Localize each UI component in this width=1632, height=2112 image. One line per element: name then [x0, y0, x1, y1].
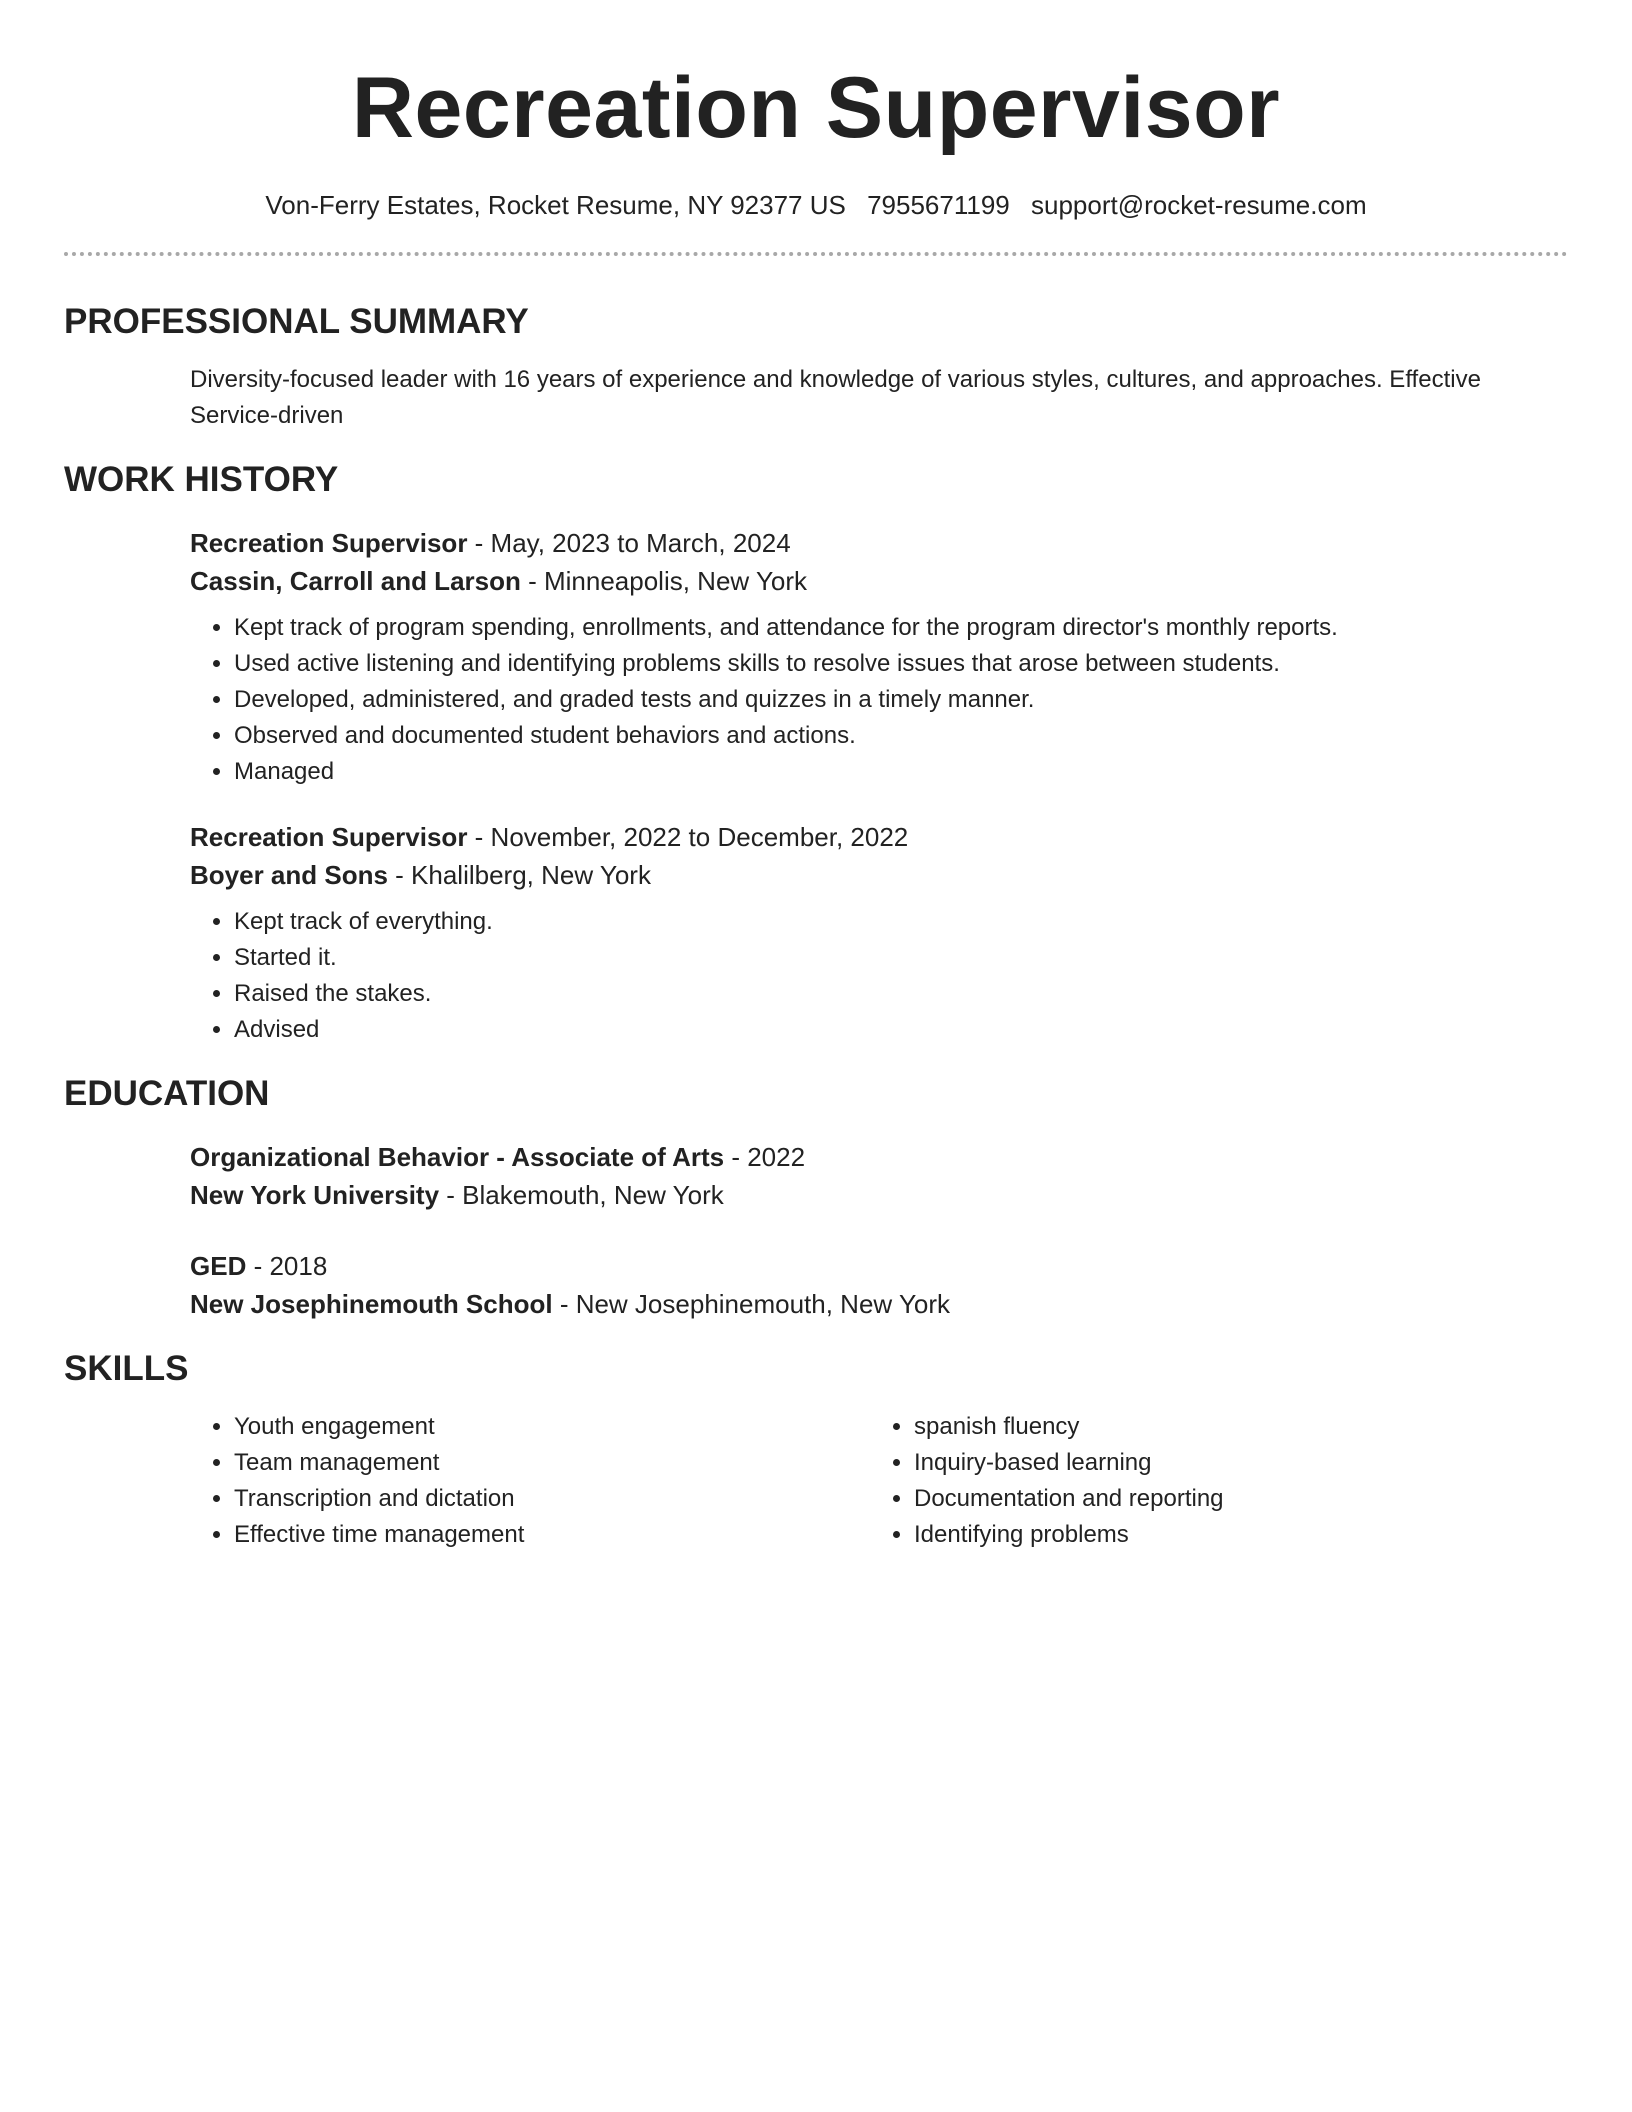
skills-grid [190, 1409, 1568, 1553]
skills-list [870, 1409, 1550, 1553]
school-line [190, 1285, 1568, 1323]
job-location: - Khalilberg, New York [387, 860, 651, 890]
skills-section [64, 1347, 1568, 1553]
job-bullet: • Kept track of program spending, enrollments, and attendance for the program director's monthly reports. [234, 610, 1568, 646]
work-history-section [64, 458, 1568, 1048]
job-company: Cassin, Carroll and Larson [190, 566, 521, 596]
job-bullet: • Started it. [234, 940, 1568, 976]
skills-column-right [870, 1409, 1550, 1553]
skill-item: • Inquiry-based learning [914, 1445, 1550, 1481]
degree-name: Organizational Behavior - Associate of Arts [190, 1142, 725, 1172]
skill-item: • Identifying problems [914, 1517, 1550, 1553]
school-location: - New Josephinemouth, New York [552, 1289, 951, 1319]
skill-item: • Documentation and reporting [914, 1481, 1550, 1517]
job-company-line [190, 856, 1568, 894]
degree-line [190, 1247, 1568, 1285]
education-entry [64, 1247, 1568, 1323]
school-name: New Josephinemouth School [190, 1289, 553, 1319]
degree-year: - 2022 [724, 1142, 806, 1172]
resume-header [64, 0, 1568, 222]
job-bullet: • Developed, administered, and graded tests and quizzes in a timely manner. [234, 682, 1568, 718]
job-bullets [190, 904, 1568, 1048]
job-bullet: • Used active listening and identifying problems skills to resolve issues that arose between students. [234, 646, 1568, 682]
job-entry [64, 524, 1568, 790]
summary-title: PROFESSIONAL SUMMARY [64, 302, 529, 341]
job-title-line [190, 818, 1568, 856]
summary-text: Diversity-focused leader with 16 years of experience and knowledge of various styles, cultures, and approaches. Effective Service-driven [190, 366, 1481, 429]
job-dates: - May, 2023 to March, 2024 [467, 528, 791, 558]
contact-email: support@rocket-resume.com [1030, 190, 1367, 220]
job-location: - Minneapolis, New York [520, 566, 808, 596]
education-title: EDUCATION [64, 1074, 270, 1113]
job-dates: - November, 2022 to December, 2022 [467, 822, 909, 852]
job-bullet: • Observed and documented student behaviors and actions. [234, 718, 1568, 754]
candidate-name: Recreation Supervisor [351, 60, 1281, 156]
job-title-line [190, 524, 1568, 562]
job-bullet: • Managed [234, 754, 1568, 790]
degree-name: GED [190, 1251, 247, 1281]
skills-title: SKILLS [64, 1349, 189, 1388]
skill-item: • Youth engagement [234, 1409, 870, 1445]
contact-line [64, 188, 1568, 222]
education-section [64, 1072, 1568, 1323]
work-history-title: WORK HISTORY [64, 460, 339, 499]
skills-column-left [190, 1409, 870, 1553]
school-name: New York University [190, 1180, 440, 1210]
job-bullets [190, 610, 1568, 790]
job-entry [64, 818, 1568, 1048]
contact-address: Von-Ferry Estates, Rocket Resume, NY 92377 US [265, 190, 846, 220]
degree-year: - 2018 [246, 1251, 328, 1281]
degree-line [190, 1138, 1568, 1176]
job-bullet: • Raised the stakes. [234, 976, 1568, 1012]
school-line [190, 1176, 1568, 1214]
skill-item: • spanish fluency [914, 1409, 1550, 1445]
skill-item: • Effective time management [234, 1517, 870, 1553]
skill-item: • Team management [234, 1445, 870, 1481]
job-bullet: • Advised [234, 1012, 1568, 1048]
job-role: Recreation Supervisor [190, 822, 468, 852]
job-bullet: • Kept track of everything. [234, 904, 1568, 940]
skills-list [190, 1409, 870, 1553]
summary-section [64, 300, 1568, 434]
skill-item: • Transcription and dictation [234, 1481, 870, 1517]
education-entry [64, 1138, 1568, 1214]
header-divider [64, 252, 1568, 256]
job-role: Recreation Supervisor [190, 528, 468, 558]
school-location: - Blakemouth, New York [439, 1180, 724, 1210]
job-company: Boyer and Sons [190, 860, 388, 890]
job-company-line [190, 562, 1568, 600]
contact-phone: 7955671199 [867, 190, 1010, 220]
